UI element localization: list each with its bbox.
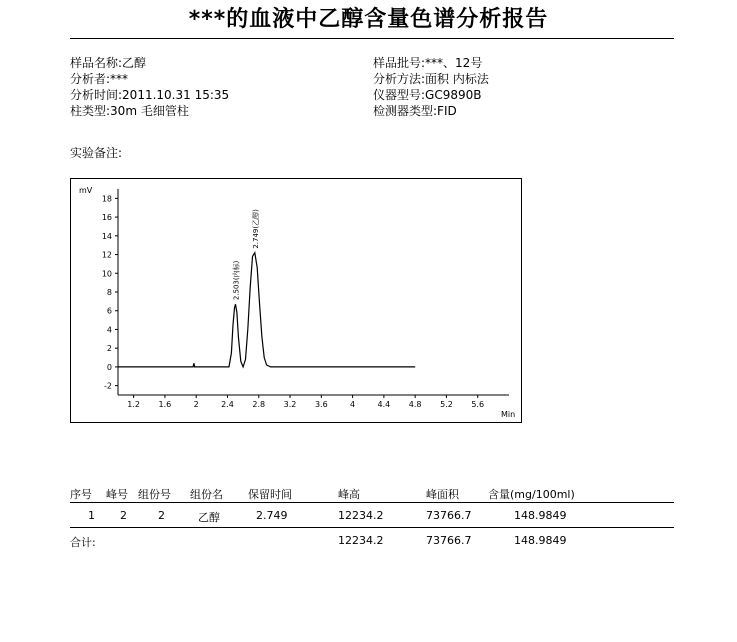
sample-info-right [373, 55, 489, 119]
table-cell: 12234.2 [338, 509, 384, 522]
table-cell: 73766.7 [426, 509, 472, 522]
y-tick-label: 18 [101, 194, 112, 204]
analysis-method: 分析方法:面积 内标法 [373, 72, 489, 86]
y-tick-label: 0 [106, 362, 112, 372]
y-tick-label: 2 [106, 344, 112, 354]
x-tick-label: 5.2 [440, 400, 453, 409]
x-tick-label: 1.2 [127, 400, 141, 409]
table-cell: 148.9849 [514, 509, 567, 522]
x-tick-label: 2.8 [252, 400, 266, 409]
report-title: ***的血液中乙醇含量色谱分析报告 [188, 7, 549, 32]
x-tick-label: 2 [193, 400, 199, 409]
column-header: 组份名 [190, 488, 223, 501]
column-header: 峰面积 [426, 488, 459, 501]
results-table [70, 486, 674, 550]
table-cell: 乙醇 [198, 511, 220, 524]
chart-plot-area [118, 209, 415, 367]
analysis-time: 分析时间:2011.10.31 15:35 [70, 88, 230, 102]
x-tick-label: 2.4 [221, 400, 234, 409]
table-total-row [70, 527, 674, 550]
table-body [70, 503, 674, 527]
x-axis-label: Min [501, 410, 516, 419]
column-header: 序号 [70, 488, 92, 501]
column-type: 柱类型:30m 毛细管柱 [70, 104, 189, 118]
x-tick-label: 4.8 [408, 400, 422, 409]
y-tick-label: 4 [106, 325, 112, 335]
column-header: 含量(mg/100ml) [488, 488, 575, 501]
x-tick-label: 3.6 [314, 400, 328, 409]
column-header: 峰高 [338, 488, 360, 501]
chromatogram-trace [118, 253, 415, 367]
analyst: 分析者:*** [70, 72, 129, 86]
chromatogram-chart [71, 179, 521, 422]
x-tick-label: 4.4 [377, 400, 391, 409]
y-tick-label: 6 [106, 306, 112, 316]
table-header [70, 486, 674, 503]
experiment-remark-label: 实验备注: [70, 146, 123, 160]
table-row [70, 503, 674, 525]
y-tick-label: -2 [104, 381, 112, 391]
peak-annotation: 2.503(内标) [232, 260, 241, 301]
table-cell: 2.749 [256, 509, 288, 522]
total-cell: 12234.2 [338, 534, 384, 547]
total-label: 合计: [70, 536, 96, 549]
sample-name: 样品名称:乙醇 [70, 56, 147, 70]
column-header: 组份号 [138, 488, 171, 501]
column-header: 保留时间 [248, 488, 292, 501]
y-axis-label: mV [79, 186, 93, 195]
peak-annotation: 2.749(乙醇) [251, 209, 260, 249]
x-tick-label: 4 [350, 400, 356, 409]
y-tick-label: 14 [101, 231, 112, 241]
y-tick-label: 8 [106, 288, 112, 297]
instrument-model: 仪器型号:GC9890B [373, 88, 482, 102]
total-cell: 73766.7 [426, 534, 472, 547]
y-tick-label: 16 [101, 213, 112, 223]
table-cell: 1 [88, 509, 95, 522]
x-tick-label: 1.6 [158, 400, 172, 409]
y-tick-label: 10 [101, 269, 112, 279]
detector-type: 检测器类型:FID [373, 104, 457, 118]
sample-batch: 样品批号:***、12号 [373, 56, 483, 70]
y-tick-label: 12 [101, 250, 112, 260]
chromatogram-frame [70, 178, 522, 423]
sample-info-left [70, 55, 229, 119]
column-header: 峰号 [106, 488, 128, 501]
title-divider [70, 38, 674, 39]
x-tick-label: 3.2 [283, 400, 297, 409]
chart-axes [79, 186, 515, 419]
table-cell: 2 [120, 509, 127, 522]
table-cell: 2 [158, 509, 165, 522]
x-tick-label: 5.6 [471, 400, 485, 409]
total-cell: 148.9849 [514, 534, 567, 547]
